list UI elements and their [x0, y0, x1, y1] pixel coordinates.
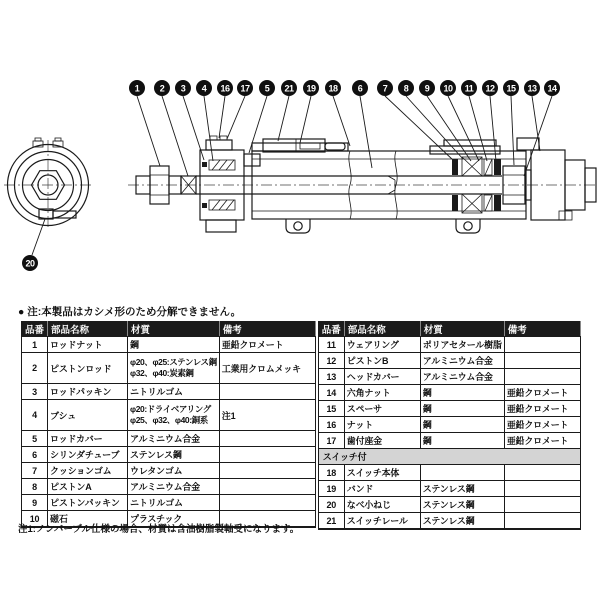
mounting-foot-right	[456, 219, 480, 233]
cell-remarks: 工業用クロムメッキ	[219, 353, 315, 384]
svg-text:2: 2	[159, 83, 165, 94]
cell-material: ニトリルゴム	[128, 495, 220, 511]
cell-remarks: 亜鉛クロメート	[504, 385, 580, 401]
cell-remarks: 亜鉛クロメート	[504, 401, 580, 417]
assembly-note: ● 注:本製品はカシメ形のため分解できません。	[18, 306, 242, 318]
cell-remarks	[504, 353, 580, 369]
cell-part-no: 6	[22, 447, 48, 463]
cell-material: アルミニウム合金	[128, 431, 220, 447]
cell-material: 鋼	[420, 401, 504, 417]
svg-text:20: 20	[25, 258, 35, 269]
svg-text:4: 4	[201, 83, 207, 94]
material-line-2: φ25、φ32、φ40:銅系	[130, 415, 208, 425]
header-remarks: 備考	[219, 322, 315, 337]
table-row	[22, 337, 316, 353]
balloon-21	[278, 80, 297, 141]
table-header-row	[318, 322, 580, 337]
cell-remarks	[504, 481, 580, 497]
parts-table-left	[21, 321, 316, 528]
balloon-15	[503, 80, 519, 165]
cell-remarks	[219, 479, 315, 495]
balloon-13	[524, 80, 540, 151]
cell-part-name: バンド	[344, 481, 420, 497]
cell-material: ステンレス鋼	[420, 513, 504, 530]
cell-part-name: ブシュ	[48, 400, 128, 431]
cell-part-name: ウェアリング	[344, 337, 420, 353]
svg-text:8: 8	[403, 83, 409, 94]
material-line-1: φ20:ドライベアリング	[130, 403, 211, 414]
material-line-2: φ32、φ40:炭素鋼	[130, 368, 194, 378]
cell-part-name: ピストンロッド	[48, 353, 128, 384]
cell-part-name: なべ小ねじ	[344, 497, 420, 513]
svg-text:10: 10	[443, 83, 453, 94]
footnote-1: 注1:ノンバーブル仕様の場合、材質は含油樹脂製軸受になります。	[18, 524, 300, 535]
svg-text:19: 19	[306, 83, 316, 94]
cell-part-name: ヘッドカバー	[344, 369, 420, 385]
table-row	[318, 497, 580, 513]
balloon-11	[461, 80, 487, 161]
cell-part-name: スイッチ本体	[344, 465, 420, 481]
mounting-foot-left	[286, 219, 310, 233]
svg-text:11: 11	[464, 83, 474, 94]
balloon-12	[482, 80, 498, 161]
table-row	[318, 433, 580, 449]
cell-remarks	[504, 513, 580, 530]
cell-part-name: ピストンA	[48, 479, 128, 495]
balloon-4	[196, 80, 213, 161]
cell-material: ステンレス鋼	[128, 447, 220, 463]
table-row	[22, 463, 316, 479]
svg-text:14: 14	[547, 83, 557, 94]
cell-part-no: 1	[22, 337, 48, 353]
end-view	[4, 138, 92, 230]
balloon-5	[249, 80, 275, 153]
svg-text:6: 6	[357, 83, 363, 94]
cell-part-name: ナット	[344, 417, 420, 433]
cell-remarks	[219, 384, 315, 400]
svg-text:3: 3	[180, 83, 186, 94]
cell-part-name: 磁石	[48, 511, 128, 528]
cell-remarks	[504, 465, 580, 481]
cell-material	[420, 465, 504, 481]
table-row	[318, 417, 580, 433]
header-part-name: 部品名称	[48, 322, 128, 337]
cell-remarks: 注1	[219, 400, 315, 431]
table-row	[318, 481, 580, 497]
cell-part-no: 18	[318, 465, 344, 481]
balloon-18	[325, 80, 350, 146]
cell-part-name: シリンダチューブ	[48, 447, 128, 463]
cell-remarks	[219, 495, 315, 511]
cell-part-name: ピストンパッキン	[48, 495, 128, 511]
cell-part-no: 16	[318, 417, 344, 433]
table-row	[318, 369, 580, 385]
svg-text:7: 7	[382, 83, 388, 94]
cell-part-no: 8	[22, 479, 48, 495]
cell-part-name: スペーサ	[344, 401, 420, 417]
cell-remarks	[504, 369, 580, 385]
technical-drawing	[0, 62, 600, 304]
parts-tables	[21, 321, 581, 530]
svg-text:13: 13	[527, 83, 537, 94]
svg-text:12: 12	[485, 83, 495, 94]
cell-remarks	[504, 337, 580, 353]
cell-part-no: 14	[318, 385, 344, 401]
cell-part-no: 19	[318, 481, 344, 497]
cell-part-no: 7	[22, 463, 48, 479]
cell-remarks	[219, 463, 315, 479]
cell-remarks: 亜鉛クロメート	[219, 337, 315, 353]
cell-part-no: 12	[318, 353, 344, 369]
cell-part-name: 六角ナット	[344, 385, 420, 401]
balloon-1	[129, 80, 160, 166]
table-row	[318, 513, 580, 530]
cell-material: ウレタンゴム	[128, 463, 220, 479]
cell-material: プラスチック	[128, 511, 220, 528]
cell-part-no: 4	[22, 400, 48, 431]
cell-part-no: 15	[318, 401, 344, 417]
header-part-no: 品番	[22, 322, 48, 337]
balloon-6	[352, 80, 372, 168]
cell-part-name: ピストンB	[344, 353, 420, 369]
cell-part-no: 21	[318, 513, 344, 530]
switch-section-row	[318, 449, 580, 465]
rod-cover	[200, 136, 260, 232]
table-row	[22, 447, 316, 463]
cell-material	[128, 353, 220, 384]
svg-text:1: 1	[134, 83, 140, 94]
cell-part-name: ロッドカバー	[48, 431, 128, 447]
table-row	[318, 385, 580, 401]
cell-remarks	[219, 431, 315, 447]
table-row	[22, 479, 316, 495]
header-part-name: 部品名称	[344, 322, 420, 337]
cell-part-no: 20	[318, 497, 344, 513]
cell-material: アルミニウム合金	[420, 353, 504, 369]
cell-material: アルミニウム合金	[128, 479, 220, 495]
balloon-19	[300, 80, 319, 143]
parts-table-right	[318, 321, 581, 530]
cell-material: ステンレス鋼	[420, 497, 504, 513]
cell-part-no: 13	[318, 369, 344, 385]
head-cover	[517, 138, 596, 220]
cell-part-no: 3	[22, 384, 48, 400]
cell-material: ステンレス鋼	[420, 481, 504, 497]
table-row	[22, 353, 316, 384]
cell-part-name: ロッドパッキン	[48, 384, 128, 400]
table-row	[22, 431, 316, 447]
material-line-1: φ20、φ25:ステンレス鋼	[130, 356, 217, 367]
cell-part-name: 歯付座金	[344, 433, 420, 449]
side-view	[128, 136, 596, 233]
header-remarks: 備考	[504, 322, 580, 337]
cell-part-no: 2	[22, 353, 48, 384]
header-part-no: 品番	[318, 322, 344, 337]
svg-text:21: 21	[284, 83, 294, 94]
svg-text:9: 9	[424, 83, 430, 94]
cell-part-no: 10	[22, 511, 48, 528]
cell-material: 鋼	[420, 433, 504, 449]
table-header-row	[22, 322, 316, 337]
cell-part-no: 9	[22, 495, 48, 511]
cell-remarks	[219, 447, 315, 463]
header-material: 材質	[128, 322, 220, 337]
table-row	[318, 337, 580, 353]
cell-material: ニトリルゴム	[128, 384, 220, 400]
table-row	[318, 465, 580, 481]
balloon-20	[22, 219, 45, 271]
svg-text:15: 15	[506, 83, 516, 94]
switch-rail	[252, 139, 348, 152]
table-row	[318, 401, 580, 417]
table-row	[22, 400, 316, 431]
cell-remarks: 亜鉛クロメート	[504, 417, 580, 433]
cell-part-name: クッションゴム	[48, 463, 128, 479]
cell-part-no: 11	[318, 337, 344, 353]
svg-text:5: 5	[264, 83, 270, 94]
cell-material: 鋼	[420, 385, 504, 401]
header-material: 材質	[420, 322, 504, 337]
table-row	[22, 495, 316, 511]
cell-material: 鋼	[420, 417, 504, 433]
cell-part-no: 17	[318, 433, 344, 449]
table-row	[22, 384, 316, 400]
switch-section-label: スイッチ付	[318, 449, 580, 465]
cell-material: ポリアセタール樹脂	[420, 337, 504, 353]
cell-part-name: ロッドナット	[48, 337, 128, 353]
table-row	[318, 353, 580, 369]
cell-remarks	[504, 497, 580, 513]
svg-text:17: 17	[240, 83, 250, 94]
cell-material	[128, 400, 220, 431]
svg-text:16: 16	[220, 83, 230, 94]
svg-text:18: 18	[328, 83, 338, 94]
cell-part-name: スイッチレール	[344, 513, 420, 530]
cell-material: アルミニウム合金	[420, 369, 504, 385]
cell-material: 鋼	[128, 337, 220, 353]
cell-part-no: 5	[22, 431, 48, 447]
cell-remarks: 亜鉛クロメート	[504, 433, 580, 449]
